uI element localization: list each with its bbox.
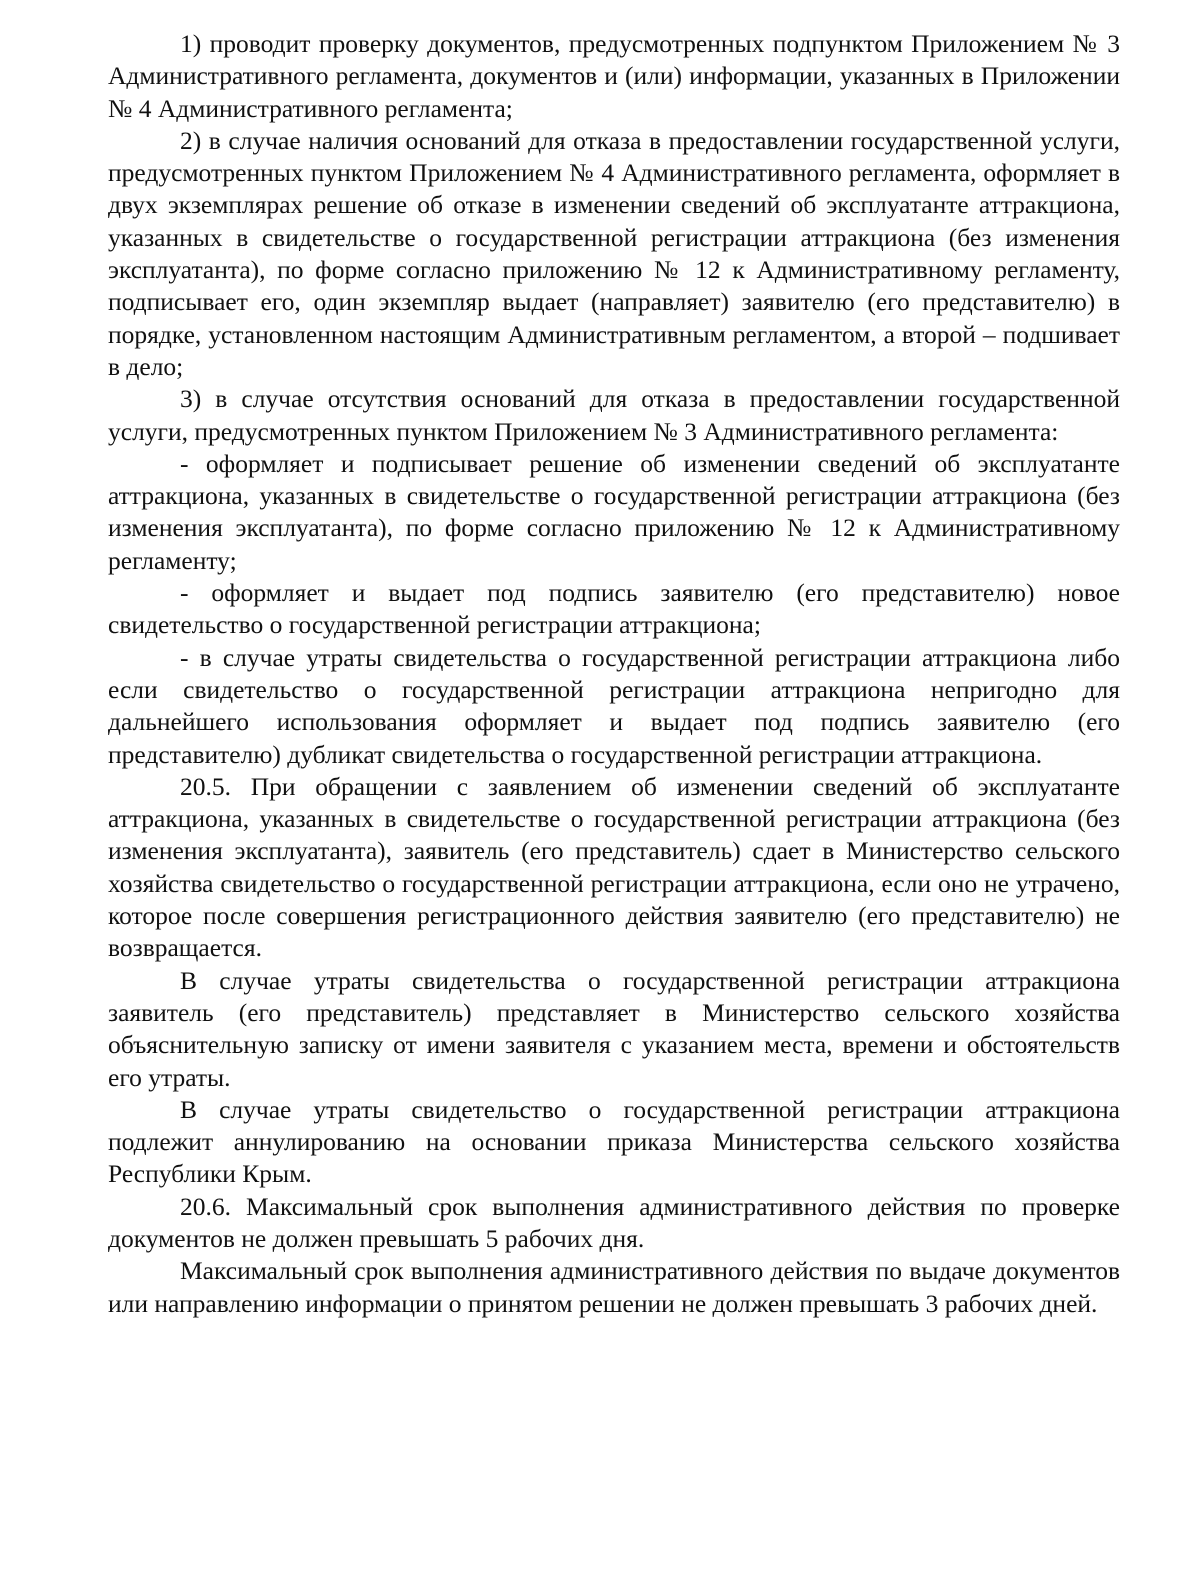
paragraph-item-1: 1) проводит проверку документов, предусмотренных подпунктом Приложением № 3 Административного регламента, документов и (или) информации, указанных в Приложении № 4 Административного регламента;	[108, 29, 1120, 123]
paragraph-new-certificate: - оформляет и выдает под подпись заявителю (его представителю) новое свидетельство о государственной регистрации аттракциона;	[108, 578, 1120, 640]
paragraph-item-2: 2) в случае наличия оснований для отказа в предоставлении государственной услуги, предусмотренных пунктом Приложением № 4 Административного регламента, оформляет в двух экземплярах решение об отказе в изменении сведений об эксплуатанте аттракциона, указанных в свидетельстве о государственной регистрации аттракциона (без изменения эксплуатанта), по форме согласно приложению № 12 к Административному регламенту, подписывает его, один экземпляр выдает (направляет) заявителю (его представителю) в порядке, установленном настоящим Административным регламентом, а второй – подшивает в дело;	[108, 125, 1120, 381]
paragraph-issue-deadline: Максимальный срок выполнения административного действия по выдаче документов или направлению информации о принятом решении не должен превышать 3 рабочих дней.	[108, 1256, 1120, 1318]
paragraph-item-3: 3) в случае отсутствия оснований для отказа в предоставлении государственной услуги, предусмотренных пунктом Приложением № 3 Административного регламента:	[108, 384, 1120, 446]
paragraph-annulment: В случае утраты свидетельство о государственной регистрации аттракциона подлежит аннулированию на основании приказа Министерства сельского хозяйства Республики Крым.	[108, 1094, 1120, 1189]
paragraph-20-5: 20.5. При обращении с заявлением об изменении сведений об эксплуатанте аттракциона, указанных в свидетельстве о государственной регистрации аттракциона (без изменения эксплуатанта), заявитель (его представитель) сдает в Министерство сельского хозяйства свидетельство о государственной регистрации аттракциона, если оно не утрачено, которое после совершения регистрационного действия заявителю (его представителю) не возвращается.	[108, 771, 1120, 963]
paragraph-20-6: 20.6. Максимальный срок выполнения административного действия по проверке документов не должен превышать 5 рабочих дня.	[108, 1191, 1120, 1253]
paragraph-loss-explanation: В случае утраты свидетельства о государственной регистрации аттракциона заявитель (его представитель) представляет в Министерство сельского хозяйства объяснительную записку от имени заявителя с указанием места, времени и обстоятельств его утраты.	[108, 965, 1120, 1092]
paragraph-decision-form: - оформляет и подписывает решение об изменении сведений об эксплуатанте аттракциона, указанных в свидетельстве о государственной регистрации аттракциона (без изменения эксплуатанта), по форме согласно приложению № 12 к Административному регламенту;	[108, 448, 1120, 575]
paragraph-duplicate-certificate: - в случае утраты свидетельства о государственной регистрации аттракциона либо если свидетельство о государственной регистрации аттракциона непригодно для дальнейшего использования оформляет и выдает под подпись заявителю (его представителю) дубликат свидетельства о государственной регистрации аттракциона.	[108, 642, 1120, 769]
